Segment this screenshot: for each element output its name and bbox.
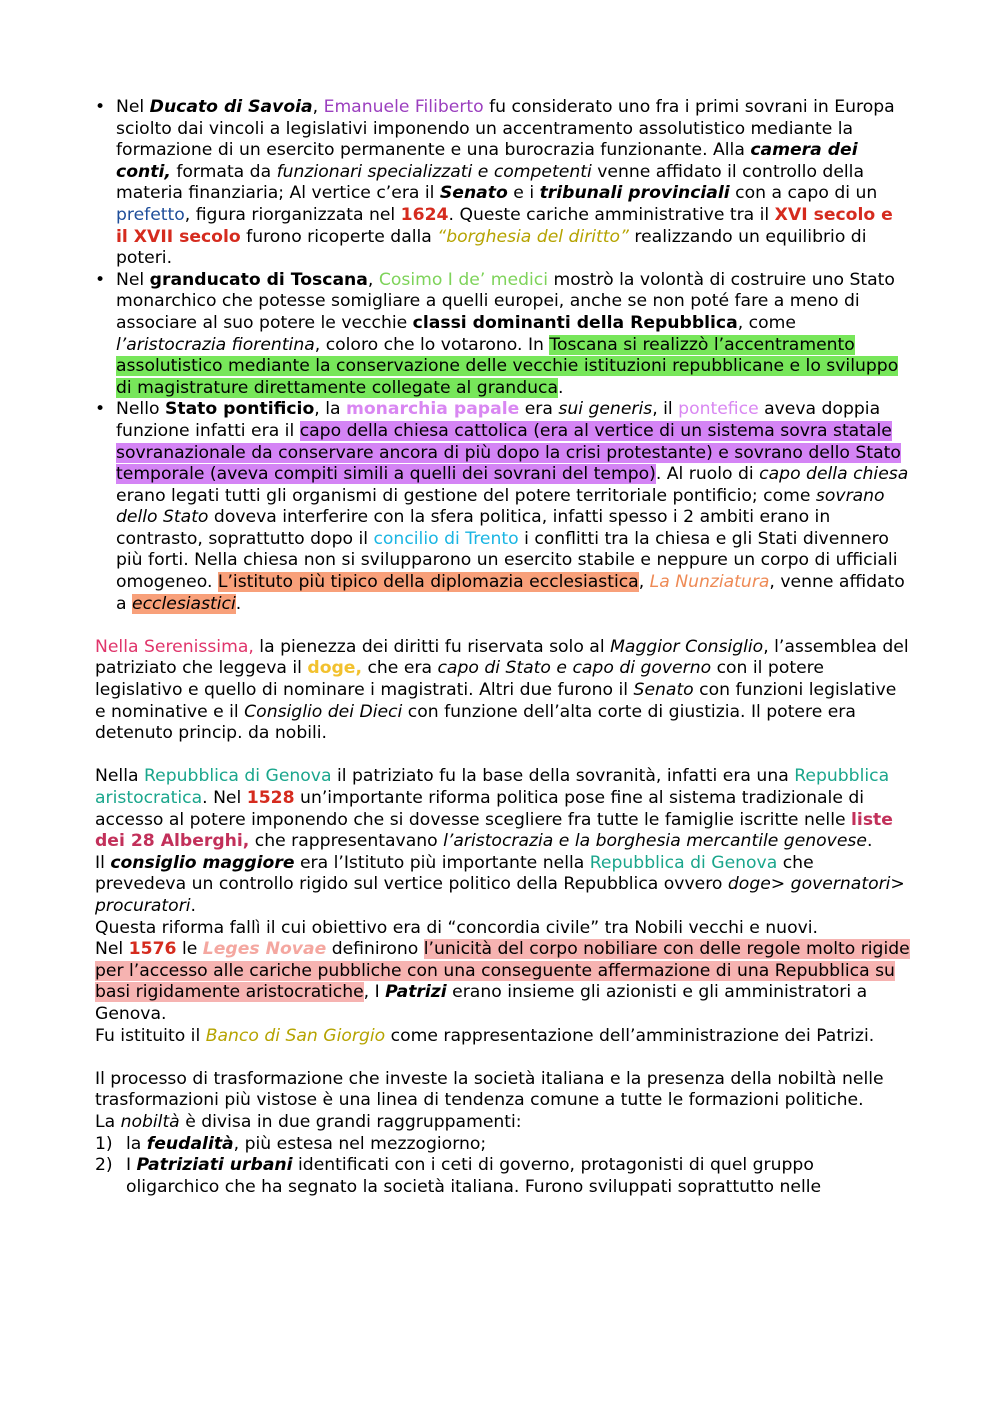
bullet-stato-pontificio xyxy=(95,399,910,615)
text-run-emphasis xyxy=(137,1155,293,1175)
text-run: erano insieme gli azionisti e gli amministratori a Genova. xyxy=(95,982,868,1024)
text-run: il patriziato fu la base della sovranità, infatti era una xyxy=(331,766,795,787)
text-run: la xyxy=(126,1133,147,1154)
text-run: , figura riorganizzata nel xyxy=(184,204,401,225)
text-run: Consiglio dei Dieci xyxy=(244,701,403,722)
text-run: feudalità xyxy=(146,1133,234,1154)
text-run: e i xyxy=(507,183,540,204)
text-run: capo di Stato e capo di governo xyxy=(437,658,712,679)
paragraph-genova-4 xyxy=(95,939,910,1025)
text-run: L’istituto più tipico della diplomazia ecclesiastica xyxy=(217,572,639,593)
text-run: 1624 xyxy=(400,204,449,225)
text-run: Nel xyxy=(116,97,150,117)
text-run: doveva interferire con la sfera politica, infatti spesso i 2 ambiti erano in contrasto, soprattutto dopo il xyxy=(116,507,831,549)
numbered-list xyxy=(95,1134,910,1199)
text-run: con il potere legislativo e quello di nominare i magistrati. Altri due furono il xyxy=(95,658,824,701)
text-run: era l’Istituto più importante nella xyxy=(294,852,590,873)
text-run: doge, xyxy=(307,658,362,679)
text-run: Cosimo I de’ medici xyxy=(378,269,548,290)
bullet-list xyxy=(95,97,910,615)
text-run: granducato di Toscana xyxy=(149,269,368,290)
text-run: , I xyxy=(363,982,386,1003)
text-run: sovrano dello Stato xyxy=(116,485,885,528)
text-run: Stato pontificio xyxy=(164,399,315,420)
text-run: un’importante riforma politica pose fine al sistema tradizionale di accesso al potere imponendo che si dovesse scegliere fra tutte le famiglie iscritte nelle xyxy=(95,788,865,830)
text-run: , xyxy=(367,269,379,290)
text-run: liste dei 28 Alberghi, xyxy=(95,809,893,852)
text-run: Il processo di trasformazione che investe la società italiana e la presenza della nobiltà nelle trasformazioni più vistose è una linea di tendenza comune a tutte le formazioni politiche. xyxy=(95,1068,884,1111)
paragraph-processo-1 xyxy=(95,1069,910,1112)
text-run: I xyxy=(126,1155,137,1176)
text-run: , come xyxy=(737,312,796,333)
text-run: Ducato di Savoia xyxy=(149,97,313,117)
text-run: Il xyxy=(95,852,111,873)
text-run: , xyxy=(312,97,324,117)
numbered-item-feudalita xyxy=(95,1134,910,1156)
text-run: che rappresentavano xyxy=(249,831,444,852)
text-run: monarchia papale xyxy=(345,399,520,420)
text-run: . Nel xyxy=(202,788,247,808)
text-run: 1576 xyxy=(128,939,177,960)
text-run-emphasis xyxy=(540,183,730,203)
list-number: 2) xyxy=(95,1155,113,1176)
text-run: XVI secolo e il XVII secolo xyxy=(116,204,893,247)
text-run: . Al ruolo di xyxy=(655,464,760,485)
text-run: . xyxy=(557,377,564,398)
text-run: è divisa in due grandi raggruppamenti: xyxy=(179,1111,522,1132)
text-run: Repubblica di Genova xyxy=(589,852,778,873)
list-number: 1) xyxy=(95,1133,113,1154)
text-run: l’aristocrazia fiorentina xyxy=(116,334,315,355)
text-run: . xyxy=(235,593,242,614)
text-run: con funzioni legislative e nominative e il xyxy=(95,680,897,722)
paragraph-genova-5 xyxy=(95,1026,910,1048)
paragraph-genova-2 xyxy=(95,853,910,918)
text-run: le xyxy=(176,939,203,960)
text-run: identificati con i ceti di governo, protagonisti di quel gruppo oligarchico che ha segnato la società italiana. Furono sviluppati soprattutto nelle xyxy=(126,1155,822,1197)
text-run: Nella xyxy=(95,766,144,787)
text-run-emphasis xyxy=(150,97,313,117)
text-run-emphasis xyxy=(385,982,447,1002)
bullet-savoia xyxy=(95,97,910,270)
text-run: furono ricoperte dalla xyxy=(240,226,438,247)
text-run: Maggior Consiglio xyxy=(610,636,764,657)
text-run: con funzione dell’alta corte di giustizia. Il potere era detenuto princip. da nobili. xyxy=(95,701,856,744)
text-run: la pienezza dei diritti fu riservata solo al xyxy=(253,636,611,657)
text-run: capo della chiesa xyxy=(759,464,909,485)
text-run: , xyxy=(638,572,650,593)
text-run: aveva doppia funzione infatti era il xyxy=(116,399,881,441)
bullet-toscana xyxy=(95,270,910,400)
text-run: l’aristocrazia e la borghesia mercantile genovese xyxy=(443,831,867,852)
text-run: Fu istituito il xyxy=(95,1025,206,1046)
text-run: Leges Novae xyxy=(202,939,327,960)
text-run: “borghesia del diritto” xyxy=(437,226,629,247)
text-run: definirono xyxy=(326,939,424,960)
text-run: Nel xyxy=(95,939,129,960)
text-run: consiglio maggiore xyxy=(110,852,295,873)
text-run: , coloro che lo votarono. In xyxy=(314,334,550,355)
text-run: nobiltà xyxy=(120,1111,180,1132)
text-run: doge> governatori> procuratori xyxy=(95,874,905,916)
document-page xyxy=(95,97,910,1198)
numbered-item-patriziati xyxy=(95,1155,910,1198)
text-run: Nello xyxy=(116,399,165,420)
paragraph-processo-2 xyxy=(95,1112,910,1134)
text-run: l’unicità del corpo nobiliare con delle regole molto rigide per l’accesso alle cariche pubbliche con una conseguente affermazione di una Repubblica su basi rigidamente aristocratiche xyxy=(95,939,910,1003)
text-run: erano legati tutti gli organismi di gestione del potere territoriale pontificio; come xyxy=(116,485,816,506)
paragraph-genova-1 xyxy=(95,766,910,852)
text-run: Questa riforma fallì il cui obiettivo era di “concordia civile” tra Nobili vecchi e nuovi. xyxy=(95,917,818,938)
text-run: classi dominanti della Repubblica xyxy=(412,312,738,333)
text-run-emphasis xyxy=(147,1134,234,1154)
text-run: realizzando un equilibrio di poteri. xyxy=(116,226,867,269)
text-run: . Queste cariche amministrative tra il xyxy=(448,204,775,225)
text-run: era xyxy=(519,399,559,420)
text-run: Repubblica di Genova xyxy=(143,766,332,787)
text-run: pontefice xyxy=(678,399,759,420)
text-run: che prevedeva un controllo rigido sul vertice politico della Repubblica ovvero xyxy=(95,852,814,895)
text-run: Emanuele Filiberto xyxy=(323,97,484,117)
text-run: . xyxy=(190,895,196,916)
list-item-text xyxy=(126,1155,821,1197)
text-run: con a capo di un xyxy=(729,183,878,204)
text-run: La Nunziatura xyxy=(649,572,770,593)
text-run-emphasis xyxy=(110,853,294,873)
text-run: , venne affidato a xyxy=(116,572,905,614)
text-run: , la xyxy=(314,399,346,420)
text-run: . xyxy=(866,831,873,852)
text-run: ecclesiastici xyxy=(132,593,236,614)
spacer xyxy=(95,745,910,767)
text-run: che era xyxy=(362,658,438,679)
paragraph-genova-3 xyxy=(95,918,910,940)
text-run: fu considerato uno fra i primi sovrani in Europa sciolto dai vincoli a legislativi imponendo un accentramento assolutistico mediante la formazione di un esercito permanente e una burocrazia funzionante. Alla xyxy=(116,97,895,161)
text-run: , più estesa nel mezzogiorno; xyxy=(233,1133,487,1154)
text-run: sui generis xyxy=(558,399,653,420)
text-run: Banco di San Giorgio xyxy=(205,1025,386,1046)
text-run: Patriziati urbani xyxy=(136,1155,293,1176)
text-run: Senato xyxy=(439,183,508,204)
text-run: prefetto xyxy=(116,204,185,225)
text-run: , il xyxy=(652,399,679,420)
list-item-text xyxy=(126,1134,486,1154)
text-run: Nel xyxy=(116,269,150,290)
text-run: Senato xyxy=(633,680,694,701)
text-run: concilio di Trento xyxy=(373,528,519,549)
text-run-emphasis xyxy=(440,183,508,203)
text-run: i conflitti tra la chiesa e gli Stati divennero più forti. Nella chiesa non si svilupparono un esercito stabile e neppure un corpo di ufficiali omogeneo. xyxy=(116,528,898,593)
text-run: Nella Serenissima, xyxy=(95,636,254,657)
text-run: , l’assemblea del patriziato che leggeva il xyxy=(95,636,909,679)
text-run: formata da xyxy=(170,161,277,182)
paragraph-serenissima xyxy=(95,637,910,745)
text-run: camera dei conti, xyxy=(116,140,858,182)
text-run: Repubblica aristocratica xyxy=(95,766,890,808)
text-run: 1528 xyxy=(246,788,295,808)
text-run: funzionari specializzati e competenti xyxy=(276,161,592,182)
text-run: mostrò la volontà di costruire uno Stato monarchico che potesse somigliare a quelli europei, anche se non poté fare a meno di associare al suo potere le vecchie xyxy=(116,269,895,333)
text-run: capo della chiesa cattolica (era al vertice di un sistema sovra statale sovranazionale da conservare ancora di più dopo la crisi protestante) e sovrano dello Stato temporale (aveva compiti simili a quelli dei sovrani del tempo) xyxy=(116,420,901,485)
text-run: come rappresentazione dell’amministrazione dei Patrizi. xyxy=(385,1025,875,1046)
text-run: venne affidato il controllo della materia finanziaria; Al vertice c’era il xyxy=(116,161,864,204)
text-run: Patrizi xyxy=(385,982,447,1003)
text-run: tribunali provinciali xyxy=(539,183,730,204)
text-run: La xyxy=(95,1111,121,1132)
spacer xyxy=(95,615,910,637)
spacer xyxy=(95,1047,910,1069)
text-run: Toscana si realizzò l’accentramento assolutistico mediante la conservazione delle vecchie istituzioni repubblicane e lo sviluppo di magistrature direttamente collegate al granduca xyxy=(116,334,899,398)
